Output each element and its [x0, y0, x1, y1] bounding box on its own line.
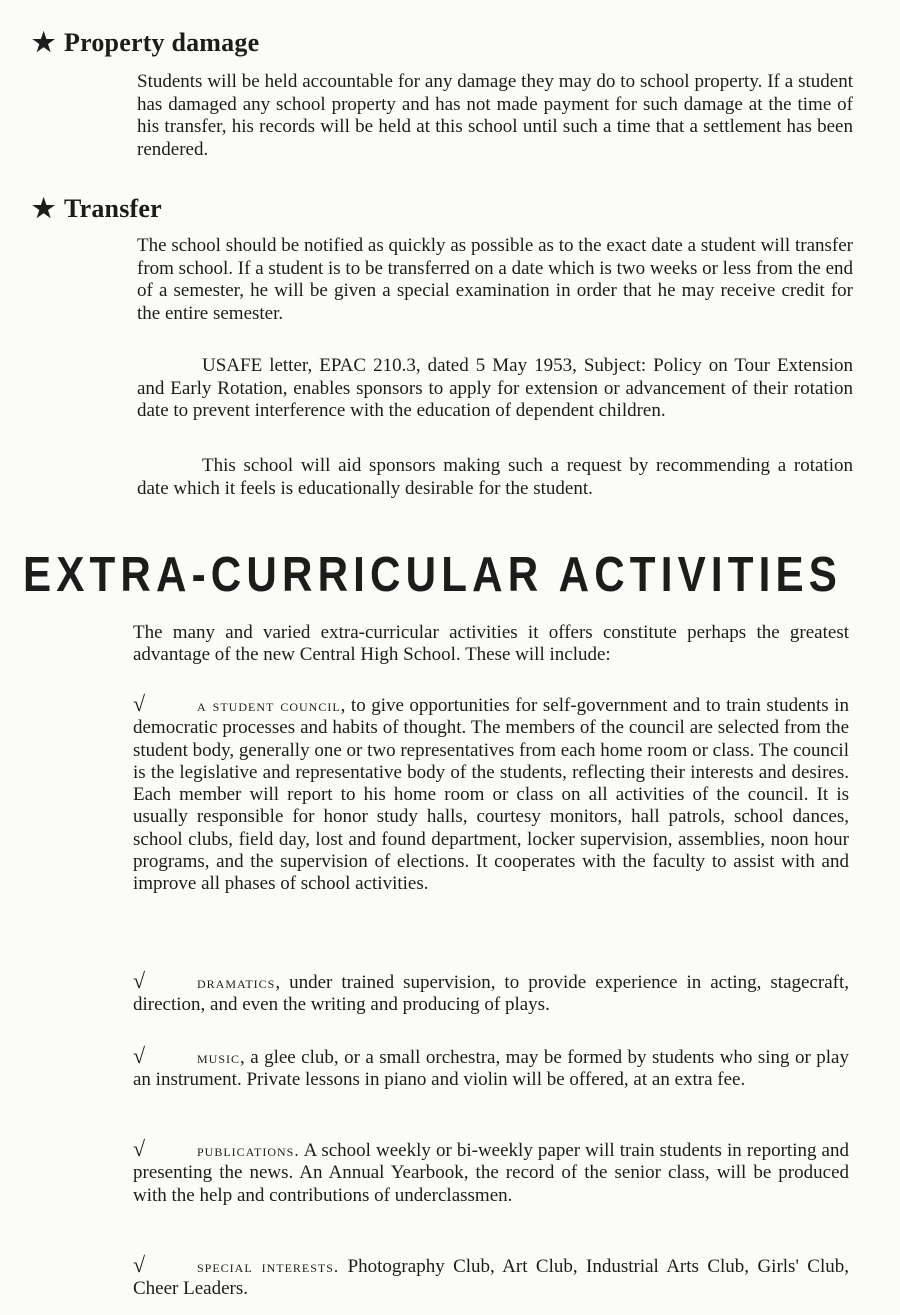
star-icon: ★: [32, 194, 56, 223]
activity-label: publications.: [197, 1141, 300, 1160]
activities-intro: The many and varied extra-curricular activities it offers constitute perhaps the greatest advantage of the new Central High School. These will include:: [133, 622, 849, 666]
transfer-heading-text: Transfer: [64, 194, 162, 223]
transfer-paragraph-1: The school should be notified as quickly as possible as to the exact date a student will transfer from school. If a student is to be transferred on a date which is two weeks or less from the end of a semester, he will be given a special examination in order that he may receive credit for the entire semester.: [137, 235, 853, 324]
activity-text: , to give opportunities for self-government and to train students in democratic processes and habits of thought. The members of the council are selected from the student body, generally one or two representatives from each home room or class. The council is the legislative and representative body of the students, reflecting their interests and desires. Each member will report to his home room or class on all activities of the council. It is usually responsible for honor study halls, courtesy monitors, hall patrols, school dances, school clubs, field day, lost and found department, locker supervision, assemblies, noon hour programs, and the supervision of elections. It cooperates with the faculty to assist with and improve all phases of school activities.: [133, 695, 849, 895]
activity-label: music: [197, 1048, 241, 1067]
property-damage-heading: [32, 28, 259, 58]
activity-item-special-interests: [133, 1254, 849, 1301]
activity-item-student-council: [133, 693, 849, 896]
extra-curricular-title: EXTRA-CURRICULAR ACTIVITIES: [23, 548, 843, 602]
property-damage-paragraph: Students will be held accountable for any damage they may do to school property. If a student has damaged any school property and has not made payment for such damage at the time of his transfer, his records will be held at this school until such a time that a settlement has been rendered.: [137, 71, 853, 160]
check-icon: √: [133, 1252, 146, 1277]
check-icon: √: [133, 1043, 146, 1068]
activity-item-publications: [133, 1138, 849, 1207]
property-damage-heading-text: Property damage: [64, 28, 260, 57]
activity-label: a student council: [197, 696, 341, 715]
transfer-paragraph-3: This school will aid sponsors making such a request by recommending a rotation date which it feels is educationally desirable for the student.: [137, 455, 853, 499]
activity-text: , under trained supervision, to provide experience in acting, stagecraft, direction, and even the writing and producing of plays.: [133, 972, 849, 1016]
activity-item-music: [133, 1045, 849, 1092]
activity-label: special interests.: [197, 1257, 340, 1276]
check-icon: √: [133, 691, 146, 716]
activity-text: , a glee club, or a small orchestra, may be formed by students who sing or play an instrument. Private lessons in piano and violin will be offered, at an extra fee.: [133, 1047, 849, 1091]
transfer-paragraph-2: USAFE letter, EPAC 210.3, dated 5 May 1953, Subject: Policy on Tour Extension and Early Rotation, enables sponsors to apply for extension or advancement of their rotation date to prevent interference with the education of dependent children.: [137, 355, 853, 421]
check-icon: √: [133, 1136, 146, 1161]
transfer-heading: [32, 194, 162, 224]
check-icon: √: [133, 968, 146, 993]
activity-text: Photography Club, Art Club, Industrial Arts Club, Girls' Club, Cheer Leaders.: [133, 1256, 849, 1300]
activity-item-dramatics: [133, 970, 849, 1017]
activity-label: dramatics: [197, 973, 276, 992]
star-icon: ★: [32, 28, 56, 57]
activity-text: A school weekly or bi-weekly paper will train students in reporting and presenting the news. An Annual Yearbook, the record of the senior class, will be produced with the help and contributions of underclassmen.: [133, 1140, 849, 1206]
